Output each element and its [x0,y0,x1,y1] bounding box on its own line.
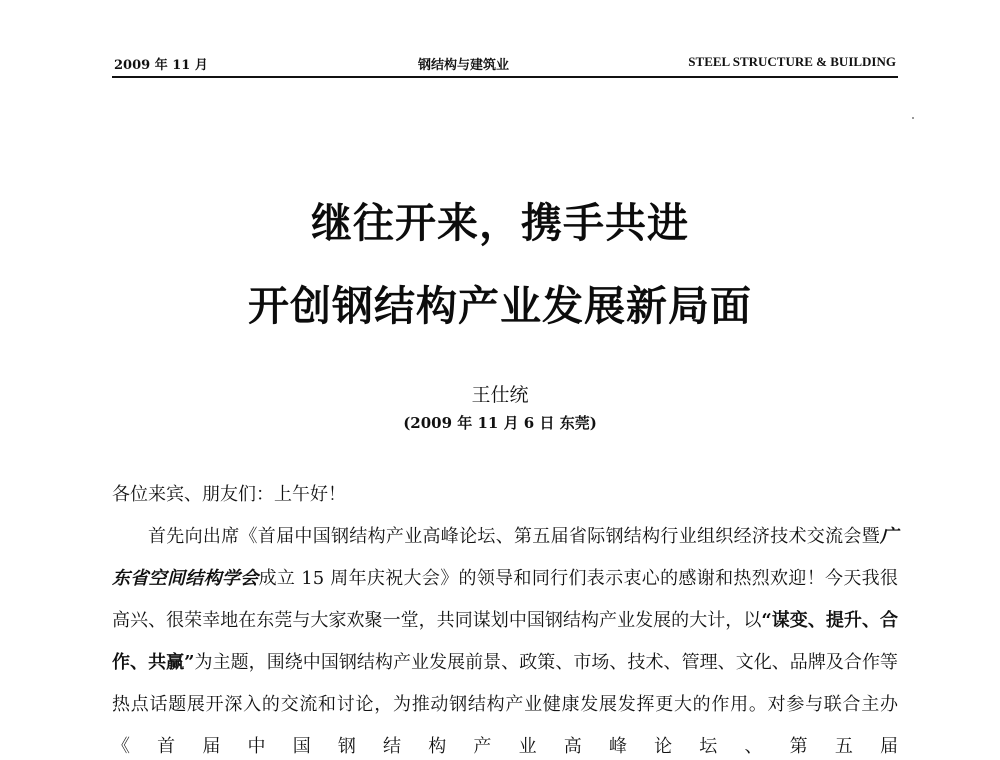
association-name: 广东省空间结构学会 [112,526,898,589]
paragraph-1-part-3: 为主题，围绕中国钢结构产业发展前景、政策、市场、技术、管理、文化、品牌及合作等热点话题展开深入的交流和讨论，为推动钢结构产业健康发展发挥更大的作用。对参与联合主办《首届中国钢结构产业高峰论坛、第五届 [112,652,898,757]
header-journal-name: 钢结构与建筑业 [418,58,510,73]
header-issue-date: 2009 年 11 月 [114,58,208,73]
greeting: 各位来宾、朋友们：上午好！ [112,484,346,505]
paragraph-1-part-1: 首先向出席《首届中国钢结构产业高峰论坛、第五届省际钢结构行业组织经济技术交流会暨 [148,526,880,547]
paragraph-1 [112,516,898,760]
title-line-2: 开创钢结构产业发展新局面 [248,282,752,330]
title-line-1: 继往开来，携手共进 [311,199,689,247]
paragraph-1-part-2: 成立 15 周年庆祝大会》的领导和同行们表示衷心的感谢和热烈欢迎！今天我很高兴、很荣幸地在东莞与大家欢聚一堂，共同谋划中国钢结构产业发展的大计，以 [112,568,898,631]
header-journal-english-name: STEEL STRUCTURE & BUILDING [688,54,896,69]
scan-speck [912,117,914,119]
theme-slogan: “谋变、提升、合作、共赢” [112,610,898,673]
author-name: 王仕统 [471,384,529,406]
body-text [112,474,898,760]
running-header [112,50,898,78]
author-dateline: (2009 年 11 月 6 日 东莞) [403,414,597,432]
